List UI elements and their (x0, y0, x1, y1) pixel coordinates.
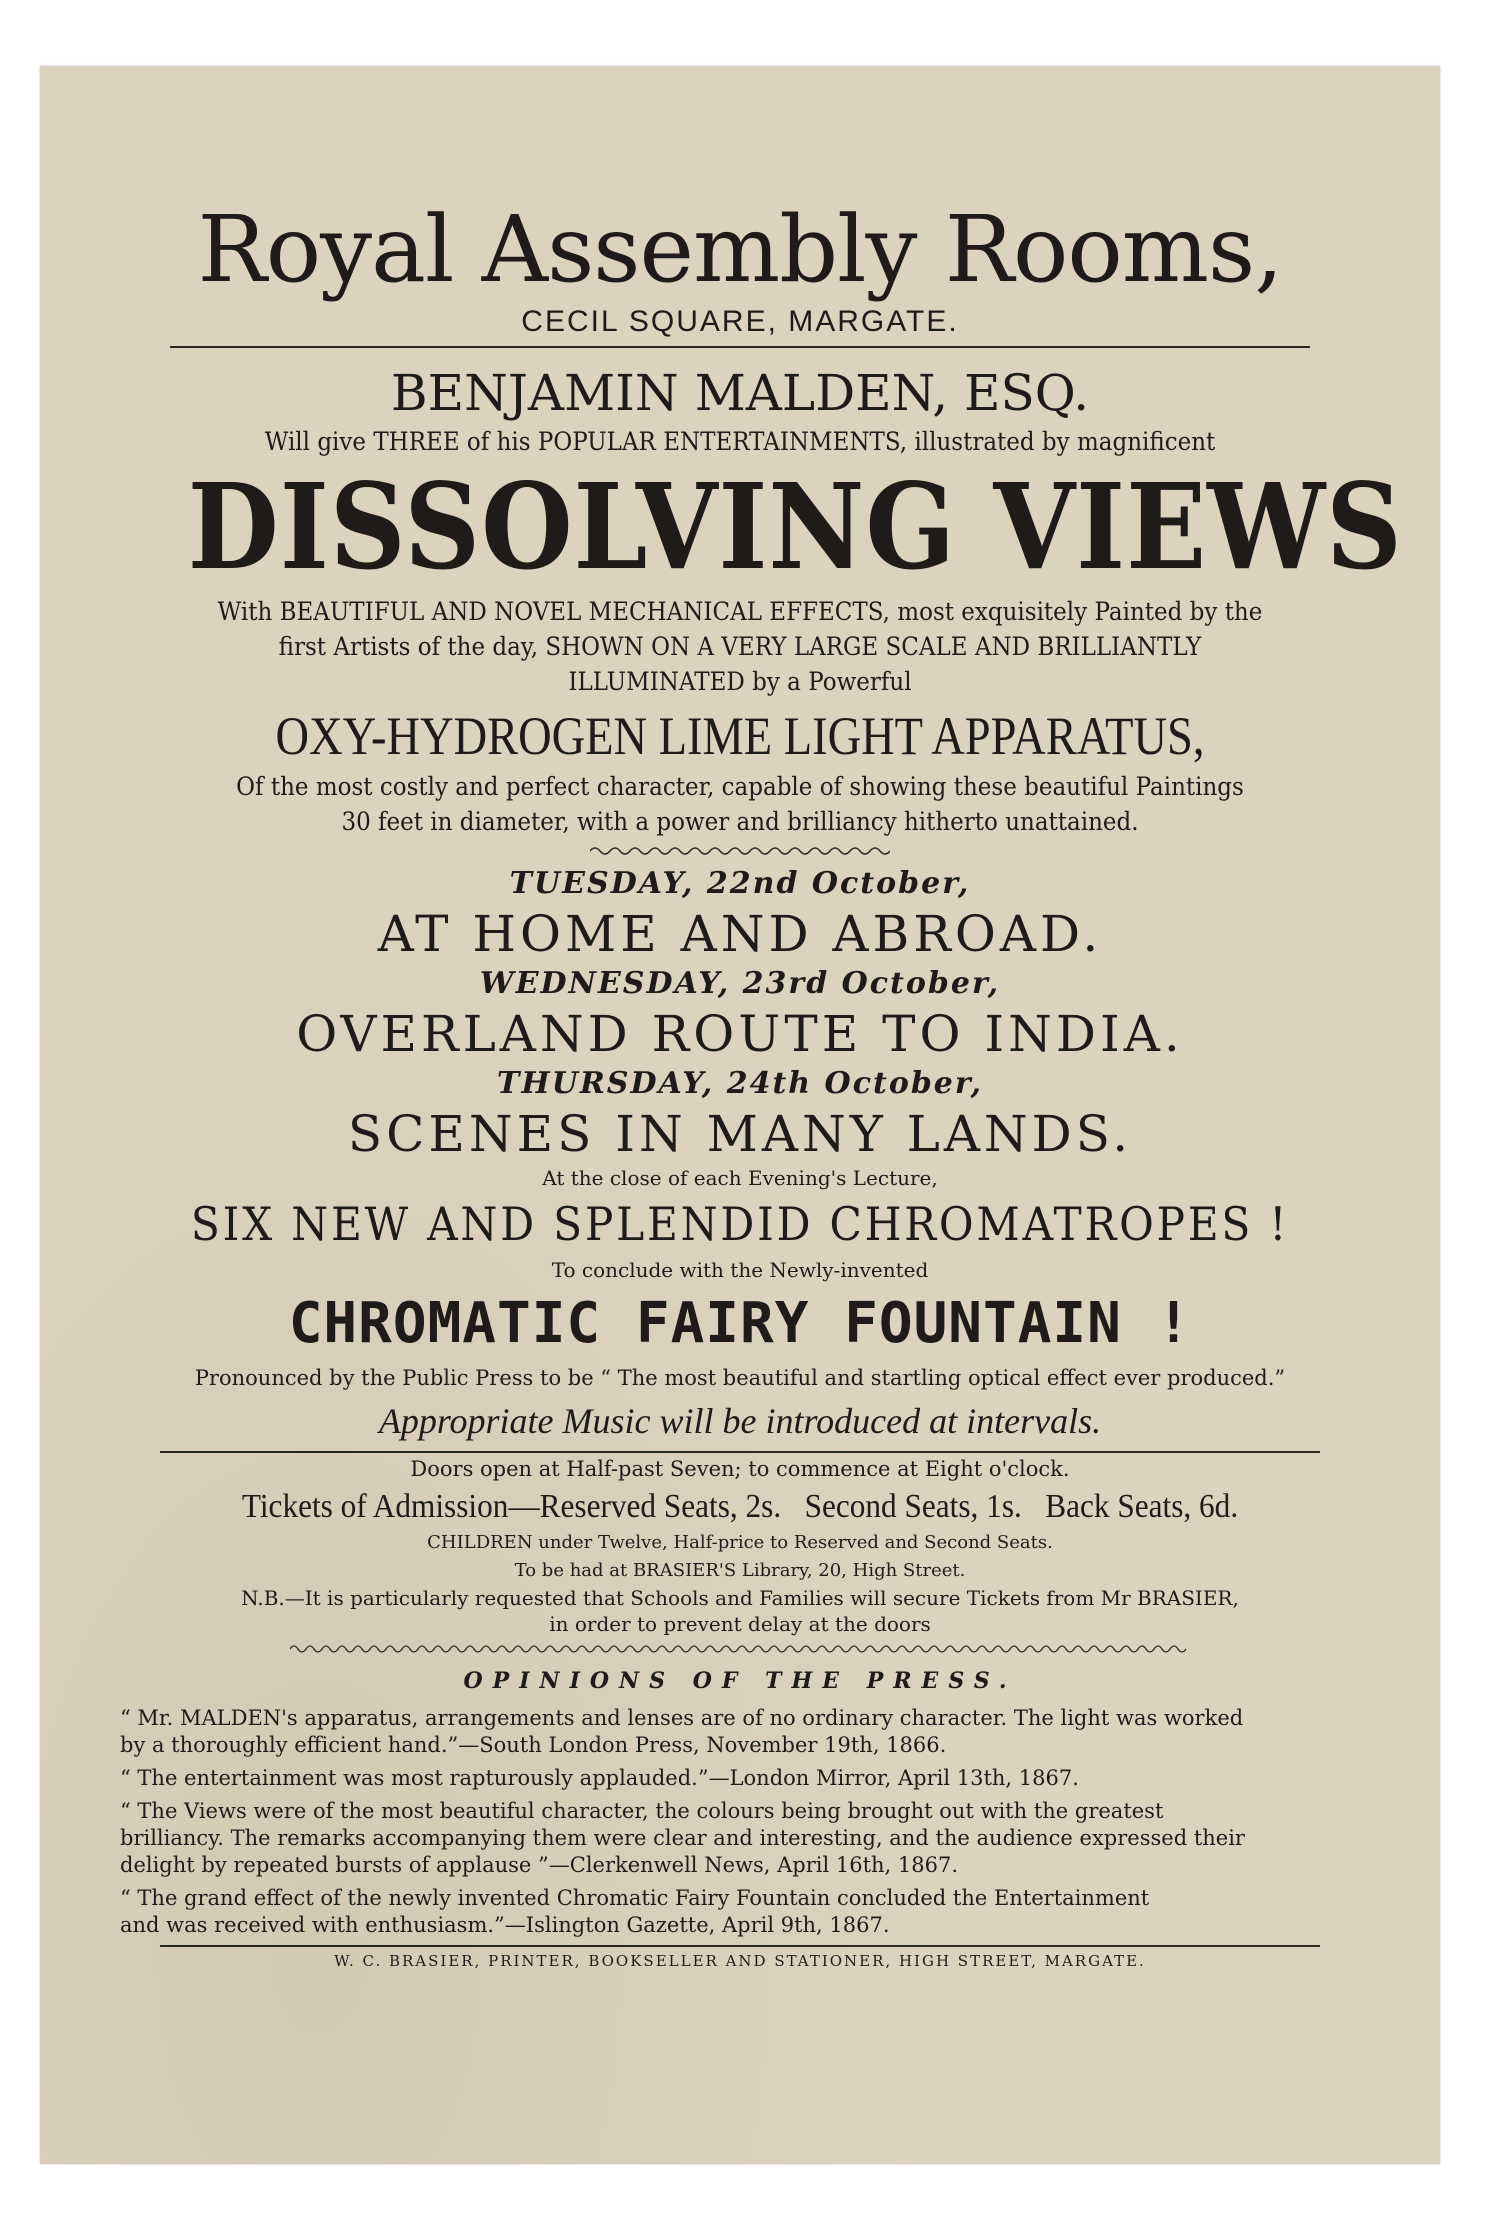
presenter-intro: Will give THREE of his POPULAR ENTERTAINMENTS, illustrated by magnificent (264, 427, 1216, 456)
fountain-headline: CHROMATIC FAIRY FOUNTAIN ! (288, 1291, 1192, 1356)
apparatus-name: OXY-HYDROGEN LIME LIGHT APPARATUS, (275, 706, 1205, 766)
apparatus-line: 30 feet in diameter, with a power and brilliancy hitherto unattained. (341, 807, 1139, 836)
handbill-sheet (40, 66, 1440, 2164)
apparatus-line: Of the most costly and perfect character, capable of showing these beautiful Paintings (236, 772, 1244, 801)
quote-line: delight by repeated bursts of applause ”—Clerkenwell News, April 16th, 1867. (120, 1853, 959, 1877)
divider-rule (170, 346, 1310, 348)
show-date: WEDNESDAY, 23rd October, (479, 966, 1001, 1001)
nota-bene-line: N.B.—It is particularly requested that Schools and Families will secure Tickets from Mr BRASIER, (241, 1586, 1239, 1610)
wavy-divider (590, 845, 890, 857)
chromatropes-line: SIX NEW AND SPLENDID CHROMATROPES ! (190, 1197, 1290, 1251)
children-pricing: CHILDREN under Twelve, Half-price to Reserved and Second Seats. (427, 1532, 1053, 1553)
show-title: AT HOME AND ABROAD. (377, 905, 1103, 963)
description-line: first Artists of the day, SHOWN ON A VERY LARGE SCALE AND BRILLIANTLY (278, 632, 1202, 661)
show-date: THURSDAY, 24th October, (497, 1066, 983, 1101)
press-quote (120, 1798, 1360, 1879)
conclude-line: To conclude with the Newly-invented (551, 1258, 929, 1282)
show-title: SCENES IN MANY LANDS. (347, 1105, 1133, 1163)
quote-line: “ The grand effect of the newly invented Chromatic Fairy Fountain concluded the Entertainment (120, 1886, 1150, 1910)
ticket-outlet: To be had at BRASIER'S Library, 20, High Street. (514, 1560, 966, 1581)
headline: DISSOLVING VIEWS (187, 457, 1403, 596)
quote-line: “ The entertainment was most rapturously applauded.”—London Mirror, April 13th, 1867. (120, 1766, 1079, 1790)
press-quote (120, 1705, 1360, 1759)
show-title: OVERLAND ROUTE TO INDIA. (296, 1005, 1184, 1063)
press-quote (120, 1885, 1360, 1939)
printer-imprint: W. C. BRASIER, PRINTER, BOOKSELLER AND STATIONER, HIGH STREET, MARGATE. (334, 1952, 1146, 1970)
ticket-prices: Tickets of Admission—Reserved Seats, 2s. Second Seats, 1s. Back Seats, 6d. (241, 1488, 1239, 1525)
description-line: With BEAUTIFUL AND NOVEL MECHANICAL EFFECTS, most exquisitely Painted by the (217, 597, 1263, 626)
nota-bene-line: in order to prevent delay at the doors (549, 1612, 931, 1636)
wavy-divider (290, 1643, 1190, 1655)
quote-line: by a thoroughly efficient hand.”—South London Press, November 19th, 1866. (120, 1733, 947, 1757)
quote-line: brilliancy. The remarks accompanying them were clear and interesting, and the audience expressed their (120, 1826, 1245, 1850)
music-note: Appropriate Music will be introduced at intervals. (378, 1401, 1102, 1441)
quote-line: “ The Views were of the most beautiful character, the colours being brought out with the greatest (120, 1799, 1164, 1823)
venue-title: Royal Assembly Rooms, (197, 196, 1283, 303)
close-intro: At the close of each Evening's Lecture, (542, 1166, 938, 1190)
quote-line: and was received with enthusiasm.”—Islington Gazette, April 9th, 1867. (120, 1913, 890, 1937)
presenter-name: BENJAMIN MALDEN, ESQ. (390, 364, 1090, 422)
press-quote (120, 1765, 1360, 1792)
press-heading: OPINIONS OF THE PRESS. (463, 1668, 1017, 1694)
venue-address: CECIL SQUARE, MARGATE. (521, 305, 959, 338)
handbill-content (120, 196, 1403, 1975)
press-pronouncement: Pronounced by the Public Press to be “ The most beautiful and startling optical effect ever produced.” (194, 1366, 1286, 1390)
show-date: TUESDAY, 22nd October, (509, 866, 971, 901)
description-line: ILLUMINATED by a Powerful (568, 667, 912, 696)
quote-line: “ Mr. MALDEN's apparatus, arrangements and lenses are of no ordinary character. The light was worked (120, 1706, 1244, 1730)
doors-time: Doors open at Half-past Seven; to commence at Eight o'clock. (410, 1457, 1070, 1481)
